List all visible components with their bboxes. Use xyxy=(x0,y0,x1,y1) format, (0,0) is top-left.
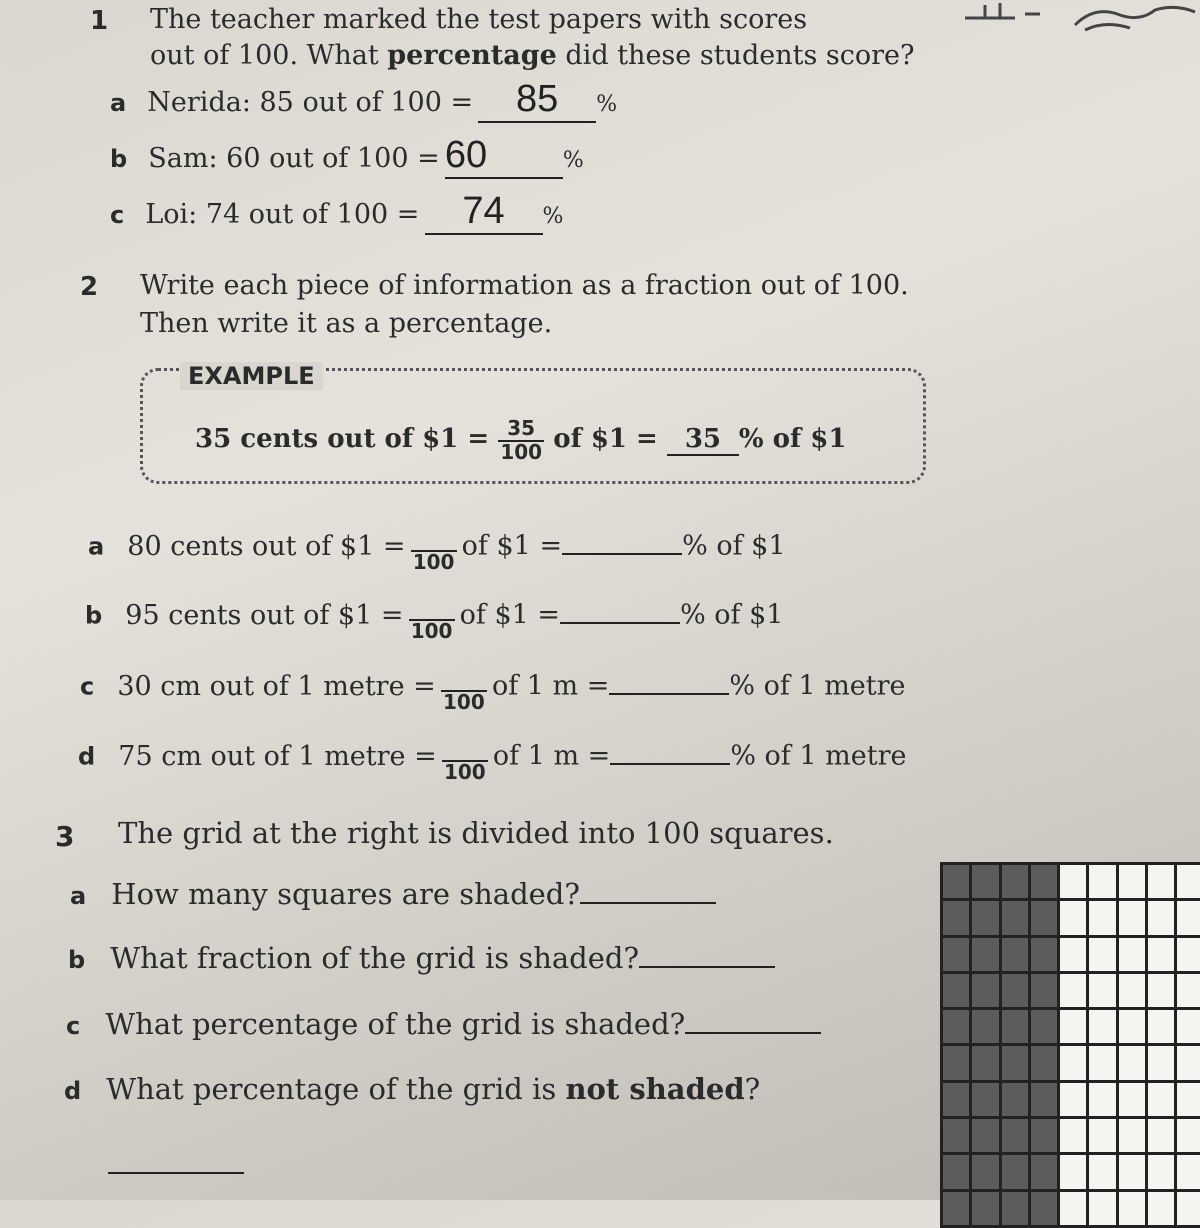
item-text: How many squares are shaded? xyxy=(111,877,580,911)
grid-square-shaded xyxy=(943,1192,969,1225)
grid-square-unshaded xyxy=(1089,974,1115,1007)
answer-blank[interactable] xyxy=(425,190,543,235)
q2-item-a: a 80 cents out of $1 = 100 of $1 = % of $1 xyxy=(88,528,786,572)
answer-blank[interactable] xyxy=(639,940,775,968)
grid-square-shaded xyxy=(943,1083,969,1116)
example-fraction: $\frac{35}{100}$ xyxy=(498,418,544,462)
answer-blank[interactable] xyxy=(685,1006,821,1034)
grid-square-unshaded xyxy=(1119,938,1145,971)
question-2-number: 2 xyxy=(80,272,99,302)
grid-square-unshaded xyxy=(1060,1046,1086,1079)
answer-blank[interactable] xyxy=(478,78,596,123)
q1-item-a: a Nerida: 85 out of 100 = 85 % xyxy=(110,78,617,123)
grid-square-unshaded xyxy=(1060,1010,1086,1043)
grid-square-unshaded xyxy=(1177,1155,1200,1188)
example-line: 35 cents out of $1 = $\frac{35}{100}$ of $1 = 35 % of $1 xyxy=(195,416,847,464)
grid-square-unshaded xyxy=(1089,1192,1115,1225)
question-3-number: 3 xyxy=(55,820,75,853)
item-label: d xyxy=(64,1077,82,1105)
grid-square-unshaded xyxy=(1148,938,1174,971)
grid-square-shaded xyxy=(1002,865,1028,898)
handwritten-answer: 85 xyxy=(516,78,559,120)
grid-square-unshaded xyxy=(1177,938,1200,971)
grid-square-unshaded xyxy=(1060,865,1086,898)
item-text: Loi: 74 out of 100 = xyxy=(145,199,420,230)
grid-square-unshaded xyxy=(1177,1192,1200,1225)
grid-square-shaded xyxy=(943,865,969,898)
q3-item-c xyxy=(66,1006,821,1041)
grid-square-unshaded xyxy=(1060,1155,1086,1188)
grid-square-shaded xyxy=(1031,974,1057,1007)
grid-square-unshaded xyxy=(1119,901,1145,934)
grid-square-unshaded xyxy=(1177,1010,1200,1043)
grid-square-unshaded xyxy=(1177,1119,1200,1152)
grid-square-unshaded xyxy=(1148,1119,1174,1152)
grid-square-shaded xyxy=(972,865,998,898)
grid-square-unshaded xyxy=(1119,1046,1145,1079)
grid-square-shaded xyxy=(972,1155,998,1188)
item-text: 75 cm out of 1 metre = xyxy=(118,740,437,772)
item-text: What percentage of the grid is shaded? xyxy=(105,1007,686,1041)
grid-square-unshaded xyxy=(1148,901,1174,934)
grid-square-shaded xyxy=(1002,1083,1028,1116)
item-label: b xyxy=(85,601,103,630)
item-text: Nerida: 85 out of 100 = xyxy=(147,87,474,118)
grid-square-shaded xyxy=(1031,1083,1057,1116)
item-label: a xyxy=(88,532,105,561)
grid-square-shaded xyxy=(1031,1010,1057,1043)
grid-square-unshaded xyxy=(1060,974,1086,1007)
q3-item-b xyxy=(68,940,775,975)
answer-blank[interactable] xyxy=(609,669,729,695)
grid-square-unshaded xyxy=(1119,1192,1145,1225)
grid-square-unshaded xyxy=(1060,1119,1086,1152)
handwritten-answer: 60 xyxy=(444,134,488,176)
grid-square-unshaded xyxy=(1177,901,1200,934)
item-text: What percentage of the grid is not shaded? xyxy=(106,1072,761,1106)
grid-square-shaded xyxy=(943,901,969,934)
grid-square-shaded xyxy=(1002,1155,1028,1188)
fraction-blank[interactable]: 100 xyxy=(441,668,487,712)
grid-square-shaded xyxy=(1031,1046,1057,1079)
grid-square-unshaded xyxy=(1089,938,1115,971)
grid-square-shaded xyxy=(1002,974,1028,1007)
answer-blank[interactable] xyxy=(560,598,680,624)
doodle-sketch xyxy=(955,0,1200,40)
item-text: Sam: 60 out of 100 = xyxy=(148,143,440,174)
item-label: d xyxy=(78,742,96,771)
grid-square-unshaded xyxy=(1148,974,1174,1007)
answer-blank[interactable] xyxy=(445,134,563,179)
grid-square-unshaded xyxy=(1148,1192,1174,1225)
grid-square-shaded xyxy=(1031,901,1057,934)
grid-square-unshaded xyxy=(1177,1046,1200,1079)
q2-item-b: b 95 cents out of $1 = 100 of $1 = % of $1 xyxy=(85,597,784,641)
item-label: c xyxy=(80,672,95,701)
q1-item-c: c Loi: 74 out of 100 = 74 % xyxy=(110,190,563,235)
grid-square-unshaded xyxy=(1177,1083,1200,1116)
grid-square-shaded xyxy=(1002,1119,1028,1152)
fraction-blank[interactable]: 100 xyxy=(409,597,455,641)
grid-square-shaded xyxy=(1031,1192,1057,1225)
grid-square-unshaded xyxy=(1148,1155,1174,1188)
grid-square-shaded xyxy=(1031,938,1057,971)
grid-square-shaded xyxy=(1002,1192,1028,1225)
q3-item-d-answer-blank[interactable] xyxy=(108,1148,244,1174)
q2-item-c: c 30 cm out of 1 metre = 100 of 1 m = % of 1 metre xyxy=(80,668,906,712)
grid-square-shaded xyxy=(972,974,998,1007)
grid-square-shaded xyxy=(972,1010,998,1043)
q3-item-a xyxy=(70,876,716,911)
grid-square-unshaded xyxy=(1060,1192,1086,1225)
grid-square-unshaded xyxy=(1089,1010,1115,1043)
example-answer: 35 xyxy=(667,424,739,456)
grid-square-shaded xyxy=(972,938,998,971)
fraction-blank[interactable]: 100 xyxy=(411,528,457,572)
grid-square-shaded xyxy=(972,901,998,934)
grid-square-unshaded xyxy=(1060,1083,1086,1116)
grid-square-unshaded xyxy=(1148,1010,1174,1043)
grid-square-unshaded xyxy=(1060,901,1086,934)
grid-square-unshaded xyxy=(1089,1083,1115,1116)
grid-square-shaded xyxy=(943,938,969,971)
q3-item-d xyxy=(64,1072,760,1106)
answer-blank[interactable] xyxy=(580,876,716,904)
answer-blank[interactable] xyxy=(562,529,682,555)
item-text: 80 cents out of $1 = xyxy=(127,530,406,562)
answer-blank[interactable] xyxy=(610,739,730,765)
item-label: c xyxy=(66,1012,81,1040)
item-label: a xyxy=(110,89,127,117)
question-3-line: The grid at the right is divided into 100 squares. xyxy=(118,816,834,850)
grid-square-shaded xyxy=(1002,1010,1028,1043)
grid-square-shaded xyxy=(1031,1119,1057,1152)
example-title: EXAMPLE xyxy=(180,362,323,390)
grid-square-unshaded xyxy=(1119,1083,1145,1116)
grid-square-unshaded xyxy=(1119,1010,1145,1043)
grid-square-unshaded xyxy=(1089,901,1115,934)
q1-item-b: b Sam: 60 out of 100 = 60 % xyxy=(110,134,584,179)
grid-square-shaded xyxy=(972,1083,998,1116)
item-text: 30 cm out of 1 metre = xyxy=(117,670,436,702)
question-1-line-2: out of 100. What percentage did these students score? xyxy=(150,40,915,71)
item-label: a xyxy=(70,882,87,910)
grid-square-unshaded xyxy=(1177,865,1200,898)
question-1-line-1: The teacher marked the test papers with scores xyxy=(150,4,808,35)
grid-square-unshaded xyxy=(1119,865,1145,898)
question-2-line-2: Then write it as a percentage. xyxy=(140,308,553,339)
grid-square-unshaded xyxy=(1119,1155,1145,1188)
grid-square-shaded xyxy=(943,1119,969,1152)
item-text: 95 cents out of $1 = xyxy=(125,599,404,631)
grid-square-shaded xyxy=(972,1119,998,1152)
q2-item-d: d 75 cm out of 1 metre = 100 of 1 m = % of 1 metre xyxy=(78,738,906,782)
grid-square-shaded xyxy=(1002,938,1028,971)
grid-square-shaded xyxy=(943,1010,969,1043)
grid-square-shaded xyxy=(943,1046,969,1079)
item-label: c xyxy=(110,201,125,229)
item-text: What fraction of the grid is shaded? xyxy=(110,941,640,975)
item-label: b xyxy=(68,946,86,974)
question-1-number: 1 xyxy=(90,6,109,36)
grid-square-unshaded xyxy=(1060,938,1086,971)
grid-square-unshaded xyxy=(1089,1155,1115,1188)
grid-square-unshaded xyxy=(1177,974,1200,1007)
grid-square-shaded xyxy=(1002,901,1028,934)
item-label: b xyxy=(110,145,128,173)
grid-square-shaded xyxy=(972,1046,998,1079)
question-2-line-1: Write each piece of information as a fraction out of 100. xyxy=(140,270,909,301)
grid-square-unshaded xyxy=(1119,974,1145,1007)
grid-square-shaded xyxy=(943,974,969,1007)
grid-square-shaded xyxy=(1002,1046,1028,1079)
grid-square-shaded xyxy=(1031,865,1057,898)
grid-square-unshaded xyxy=(1089,1119,1115,1152)
hundred-square-grid xyxy=(940,862,1200,1228)
grid-square-shaded xyxy=(943,1155,969,1188)
grid-square-shaded xyxy=(972,1192,998,1225)
grid-square-unshaded xyxy=(1148,1083,1174,1116)
grid-square-unshaded xyxy=(1148,865,1174,898)
fraction-blank[interactable]: 100 xyxy=(442,738,488,782)
grid-square-unshaded xyxy=(1089,1046,1115,1079)
grid-square-unshaded xyxy=(1089,865,1115,898)
grid-square-unshaded xyxy=(1119,1119,1145,1152)
grid-square-unshaded xyxy=(1148,1046,1174,1079)
grid-square-shaded xyxy=(1031,1155,1057,1188)
handwritten-answer: 74 xyxy=(462,190,505,232)
